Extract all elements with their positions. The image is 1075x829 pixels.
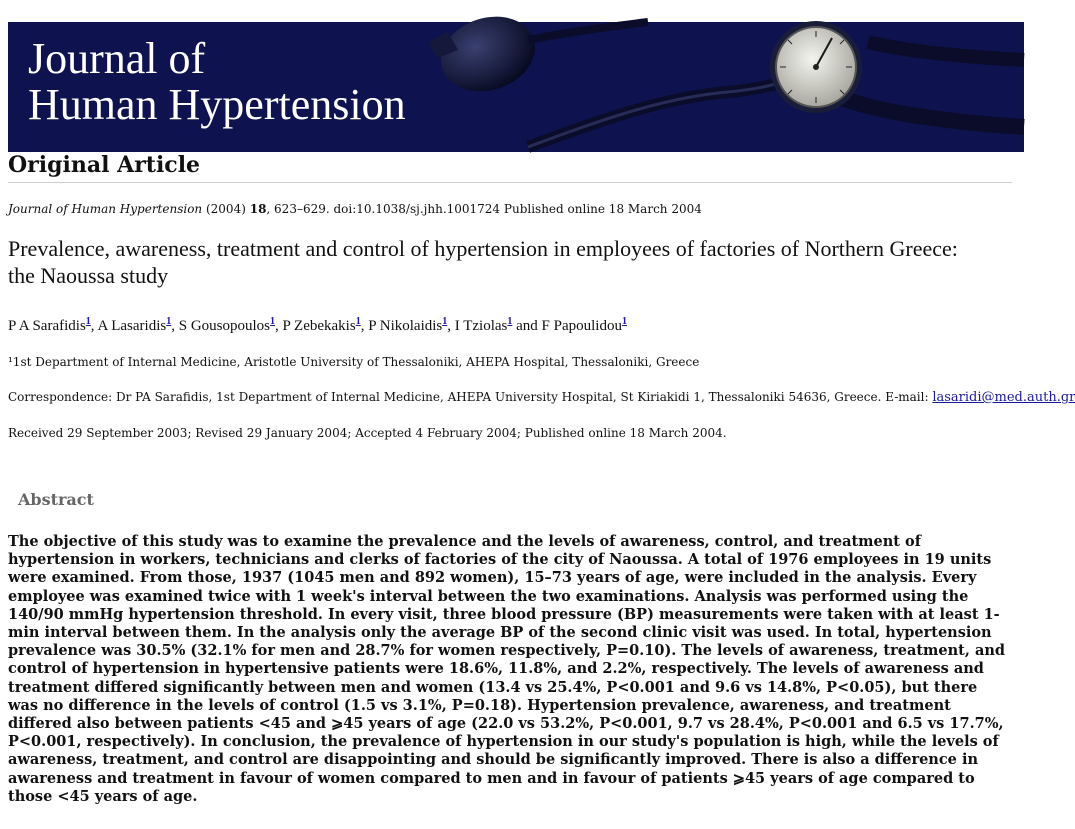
affiliation-link[interactable]: 1 [166,316,172,327]
received-dates: Received 29 September 2003; Revised 29 January 2004; Accepted 4 February 2004; Published online 18 March 2004. [8,426,727,440]
divider [8,182,1012,183]
author-name: S Gousopoulos [178,318,271,334]
author-name: F Papoulidou [541,318,622,334]
journal-title-line1: Journal of [28,34,206,83]
affiliation-link[interactable]: 1 [621,316,627,327]
author-separator: , [90,318,98,334]
author-separator: , [360,318,369,334]
journal-title [28,36,406,128]
author-separator: , [447,318,455,334]
correspondence-text: Correspondence: Dr PA Sarafidis, 1st Department of Internal Medicine, AHEPA University Hospital, St Kiriakidi 1, Thessaloniki 54636, Greece. E-mail: [8,390,933,404]
journal-banner [8,22,1024,152]
affiliation-link[interactable]: 1 [442,316,448,327]
abstract-heading: Abstract [18,490,94,509]
author-name: P Nikolaidis [368,318,443,334]
citation-volume: 18 [249,202,267,216]
email-link[interactable]: lasaridi@med.auth.gr [932,390,1075,405]
author-separator: , [275,318,283,334]
author-list [8,313,627,335]
author-name: P A Sarafidis [8,318,86,334]
affiliation-link[interactable]: 1 [355,316,361,327]
citation-rest: , 623–629. doi:10.1038/sj.jhh.1001724 Published online 18 March 2004 [266,202,702,216]
article-title: Prevalence, awareness, treatment and control of hypertension in employees of factories of Northern Greece: the Naoussa study [8,236,958,288]
author-name: I Tziolas [454,318,508,334]
author-name: P Zebekakis [282,318,356,334]
affiliation-link[interactable]: 1 [507,316,513,327]
citation-line [8,202,702,216]
article-type-label: Original Article [8,152,201,178]
author-separator: , [171,318,179,334]
citation-journal: Journal of Human Hypertension [8,202,203,216]
abstract-body: The objective of this study was to examine the prevalence and the levels of awareness, control, and treatment of hypertension in workers, technicians and clerks of factories of the city of Naoussa. A total of 1976 employees in 19 units were examined. From those, 1937 (1045 men and 892 women), 15–73 years of age, were included in the analysis. Every employee was examined twice with 1 week's interval between the two examinations. Analysis was performed using the 140/90 mmHg hypertension threshold. In every visit, three blood pressure (BP) measurements were taken with at least 1-min interval between them. In the analysis only the average BP of the second clinic visit was used. In total, hypertension prevalence was 30.5% (32.1% for men and 28.7% for women respectively, P=0.10). The levels of awareness, treatment, and control of hypertension in hypertensive patients were 18.6%, 11.8%, and 2.2%, respectively. The levels of awareness and treatment differed significantly between men and women (13.4 vs 25.4%, P<0.001 and 9.6 vs 14.8%, P<0.05), but there was no difference in the levels of control (1.5 vs 3.1%, P=0.18). Hypertension prevalence, awareness, and treatment differed also between patients <45 and ⩾45 years of age (22.0 vs 53.2%, P<0.001, 9.7 vs 28.4%, P<0.001 and 6.5 vs 17.7%, P<0.001, respectively). In conclusion, the prevalence of hypertension in our study's population is high, while the levels of awareness, treatment, and control are disappointing and should be significantly improved. There is also a difference in awareness and treatment in favour of women compared to men and in favour of patients ⩾45 years of age compared to those <45 years of age. [8,533,1006,805]
affiliation: ¹1st Department of Internal Medicine, Aristotle University of Thessaloniki, AHEPA Hospital, Thessaloniki, Greece [8,355,700,369]
affiliation-link[interactable]: 1 [85,316,91,327]
author-separator: and [512,318,542,334]
author-name: A Lasaridis [97,318,167,334]
affiliation-link[interactable]: 1 [270,316,276,327]
citation-year: (2004) [205,202,246,216]
correspondence [8,390,1075,405]
journal-title-line2: Human Hypertension [28,80,406,129]
